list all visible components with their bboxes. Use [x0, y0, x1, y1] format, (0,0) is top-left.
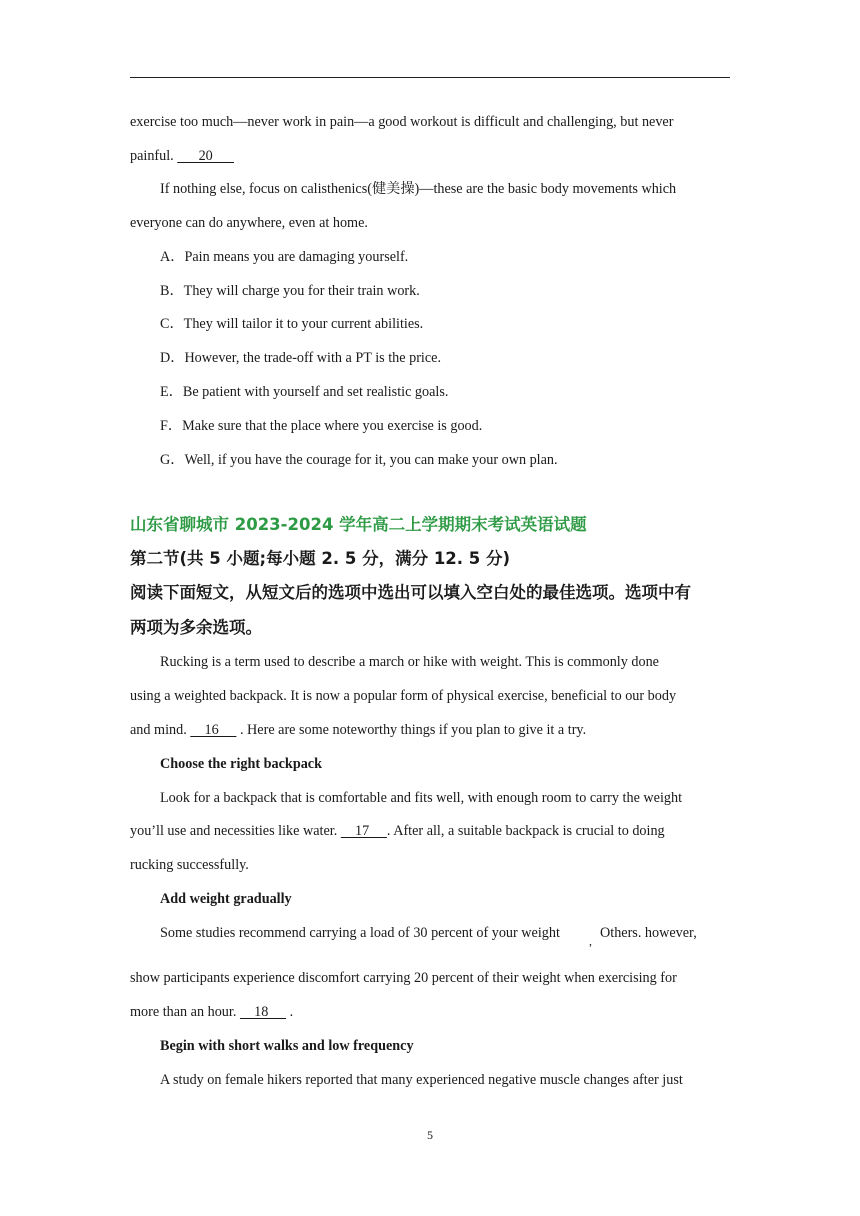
- passage-line: more than an hour. 18 .: [130, 1004, 294, 1020]
- passage-line: painful. 20: [130, 148, 235, 164]
- instruction-line: 两项为多余选项。: [130, 618, 262, 637]
- passage-line: Others. however,: [600, 925, 697, 941]
- passage-line: using a weighted backpack. It is now a popular form of physical exercise, beneficial to our body: [130, 688, 677, 704]
- stray-comma: ,: [589, 934, 592, 948]
- instruction-line: 阅读下面短文，从短文后的选项中选出可以填入空白处的最佳选项。选项中有: [130, 583, 691, 602]
- passage-line: rucking successfully.: [130, 857, 249, 873]
- blank-20: 20: [177, 148, 235, 164]
- passage-line: exercise too much—never work in pain—a good workout is difficult and challenging, but never: [130, 114, 674, 130]
- option-d: D．However, the trade-off with a PT is the price.: [160, 350, 442, 366]
- passage-line: you’ll use and necessities like water. 17 . After all, a suitable backpack is crucial to doing: [130, 823, 665, 839]
- page-number: 5: [427, 1128, 433, 1142]
- option-b: B．They will charge you for their train work.: [160, 283, 420, 299]
- subheading: Begin with short walks and low frequency: [160, 1038, 414, 1054]
- passage-line: Look for a backpack that is comfortable and fits well, with enough room to carry the weight: [160, 790, 683, 806]
- exam-title: 山东省聊城市 2023-2024 学年高二上学期期末考试英语试题: [130, 515, 587, 534]
- option-a: A．Pain means you are damaging yourself.: [160, 249, 409, 265]
- passage-line: Some studies recommend carrying a load of 30 percent of your weight: [160, 925, 560, 941]
- passage-line: show participants experience discomfort carrying 20 percent of their weight when exercising for: [130, 970, 677, 986]
- subheading: Choose the right backpack: [160, 756, 322, 772]
- blank-17: 17: [340, 823, 387, 839]
- option-f: F．Make sure that the place where you exercise is good.: [160, 418, 483, 434]
- option-e: E．Be patient with yourself and set realistic goals.: [160, 384, 449, 400]
- passage-line: everyone can do anywhere, even at home.: [130, 215, 368, 231]
- blank-18: 18: [239, 1004, 287, 1020]
- header-rule: [130, 77, 730, 78]
- option-g: G．Well, if you have the courage for it, you can make your own plan.: [160, 452, 558, 468]
- blank-16: 16: [190, 722, 237, 738]
- subheading: Add weight gradually: [160, 891, 292, 907]
- option-c: C．They will tailor it to your current abilities.: [160, 316, 424, 332]
- passage-line: Rucking is a term used to describe a march or hike with weight. This is commonly done: [160, 654, 659, 670]
- passage-line: A study on female hikers reported that many experienced negative muscle changes after just: [160, 1072, 683, 1088]
- passage-line: and mind. 16 . Here are some noteworthy things if you plan to give it a try.: [130, 722, 587, 738]
- passage-line: If nothing else, focus on calisthenics(健美操)—these are the basic body movements which: [160, 181, 677, 197]
- section-heading: 第二节(共 5 小题;每小题 2. 5 分，满分 12. 5 分): [130, 549, 511, 568]
